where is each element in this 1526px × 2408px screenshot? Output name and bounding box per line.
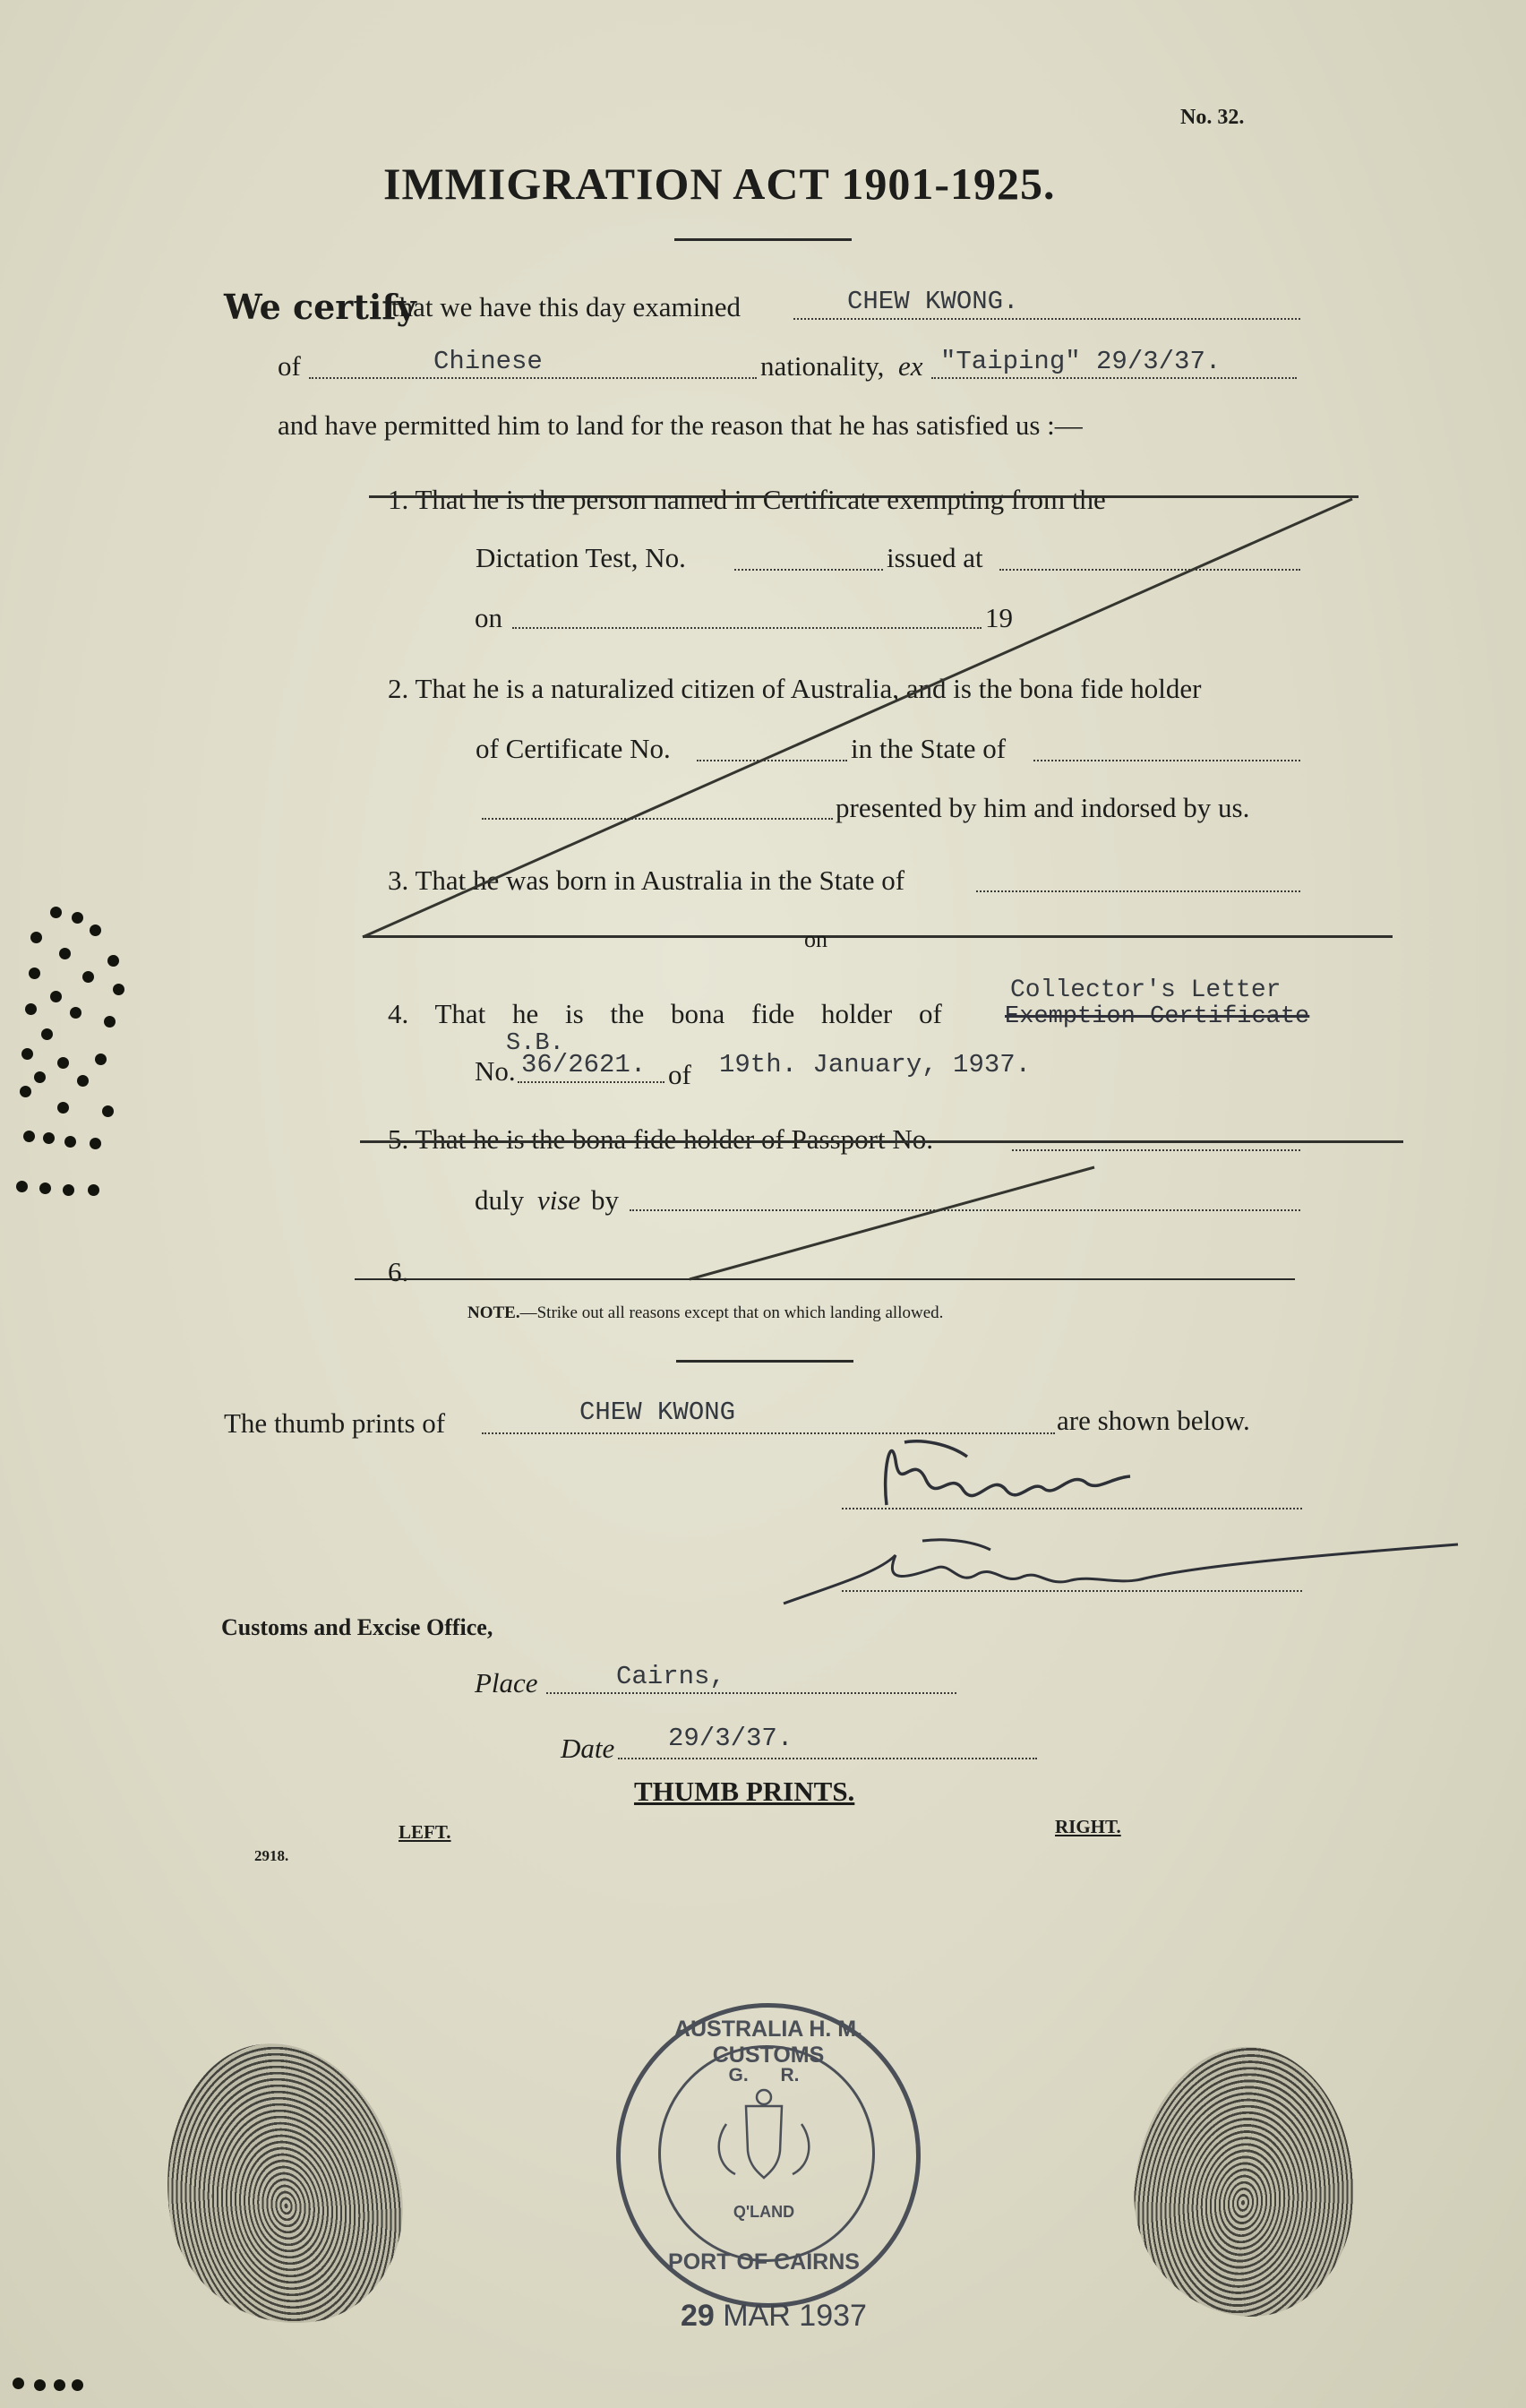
thumb-prints-title: THUMB PRINTS.	[634, 1776, 855, 1807]
left-label: LEFT.	[399, 1821, 451, 1843]
reason-4-text: 4. That he is the bona fide holder of	[388, 998, 942, 1029]
date-value: 29/3/37.	[668, 1724, 793, 1753]
seal-date-rest: MAR 1937	[723, 2299, 867, 2333]
reason-6-label: 6.	[388, 1256, 409, 1287]
note-label: NOTE.	[467, 1303, 520, 1322]
signature-2	[784, 1540, 1458, 1604]
date-label: Date	[561, 1733, 615, 1764]
duly-label: duly	[475, 1184, 525, 1216]
by-label: by	[591, 1184, 619, 1216]
r1-on-label: on	[475, 602, 502, 633]
reason-5-text: 5. That he is the bona fide holder of Passport No.	[388, 1123, 933, 1155]
thumb-name: CHEW KWONG	[579, 1398, 736, 1427]
seal-top-text: AUSTRALIA H. M. CUSTOMS	[673, 2017, 863, 2068]
thumb-suffix: are shown below.	[1057, 1405, 1250, 1436]
ship-value: "Taiping" 29/3/37.	[940, 347, 1222, 376]
seal-date	[681, 2299, 867, 2334]
note-text: —Strike out all reasons except that on which landing allowed.	[519, 1303, 944, 1322]
letter-date: 19th. January, 1937.	[719, 1050, 1032, 1079]
customs-office: Customs and Excise Office,	[221, 1614, 493, 1640]
customs-seal	[616, 2003, 921, 2308]
examined-name: CHEW KWONG.	[847, 287, 1019, 316]
place-value: Cairns,	[616, 1662, 725, 1691]
exemption-certificate-struck: Exemption Certificate	[1005, 1003, 1310, 1030]
certificate-label: of Certificate No.	[476, 733, 671, 764]
diagonal-strike-upper	[363, 499, 1352, 937]
certify-lead: We certify	[224, 287, 416, 327]
state-label: in the State of	[851, 733, 1007, 764]
right-label: RIGHT.	[1055, 1816, 1121, 1837]
signature-1	[886, 1441, 1130, 1505]
place-label: Place	[475, 1667, 538, 1698]
form-number: No. 32.	[1180, 106, 1245, 129]
presented-text: presented by him and indorsed by us.	[836, 792, 1250, 823]
seal-qland: Q'LAND	[733, 2203, 795, 2221]
print-code: 2918.	[254, 1847, 289, 1864]
reason-2-text: 2. That he is a naturalized citizen of Australia, and is the bona fide holder	[388, 673, 1202, 704]
seal-gr: G. R.	[728, 2065, 800, 2086]
r3-on-label: on	[804, 926, 827, 952]
issued-label: issued at	[887, 542, 983, 573]
form-title: IMMIGRATION ACT 1901-1925.	[383, 159, 1056, 209]
reason-3-text: 3. That he was born in Australia in the State of	[388, 864, 905, 896]
collector-letter: Collector's Letter	[1010, 976, 1282, 1004]
sb-prefix: S.B.	[506, 1030, 564, 1057]
nationality-value: Chinese	[433, 347, 543, 376]
certify-text: that we have this day examined	[391, 291, 741, 322]
of-label: of	[278, 350, 301, 382]
ex-label: ex	[898, 350, 923, 382]
permitted-text: and have permitted him to land for the reason that he has satisfied us :—	[278, 409, 1083, 441]
coat-of-arms-icon	[621, 2008, 907, 2294]
seal-bottom-text: PORT OF CAIRNS	[668, 2249, 860, 2275]
reason-1-text: 1. That he is the person named in Certificate exempting from the	[388, 484, 1106, 515]
seal-date-day: 29	[681, 2299, 715, 2333]
letter-number: 36/2621.	[521, 1050, 647, 1079]
r1-19-label: 19	[985, 602, 1013, 633]
r4-of-label: of	[668, 1059, 691, 1090]
diagonal-strike-lower	[690, 1167, 1094, 1279]
thumb-prefix: The thumb prints of	[224, 1407, 446, 1439]
nationality-label: nationality,	[760, 350, 885, 382]
vise-label: vise	[537, 1184, 581, 1216]
r4-no-label: No.	[475, 1055, 516, 1087]
dictation-label: Dictation Test, No.	[476, 542, 686, 573]
